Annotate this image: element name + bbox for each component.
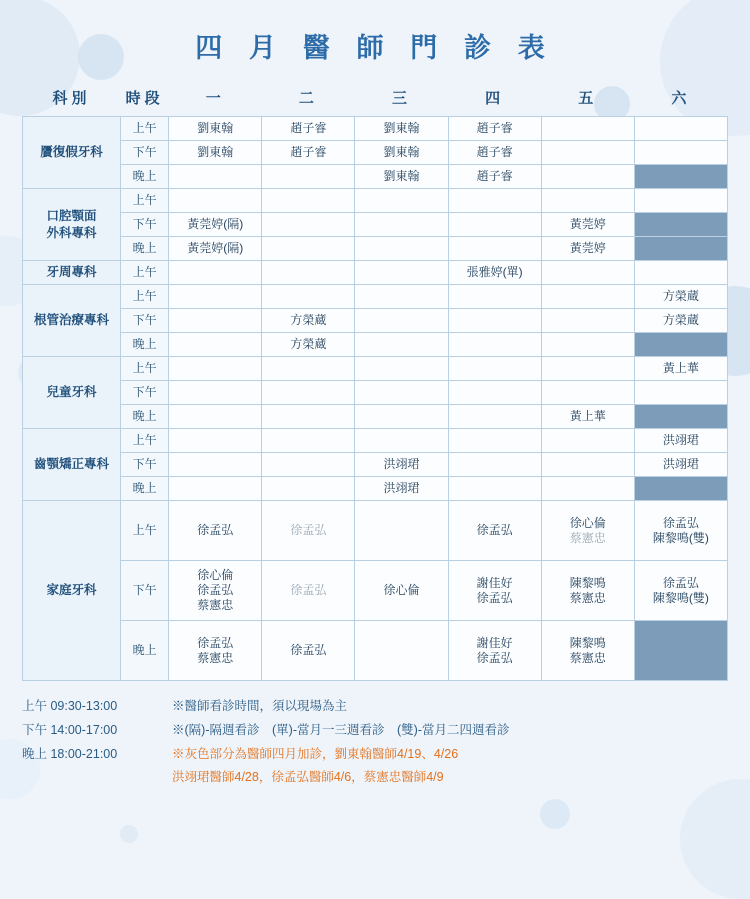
- schedule-cell: [634, 141, 727, 165]
- schedule-cell: [448, 285, 541, 309]
- page-container: [0, 26, 750, 790]
- schedule-cell: 徐心倫 蔡憲忠: [541, 501, 634, 561]
- dept-cell: 兒童牙科: [23, 357, 121, 429]
- schedule-cell: [541, 429, 634, 453]
- schedule-cell: [355, 621, 448, 681]
- note-text-3: ※灰色部分為醫師四月加診，劉東翰醫師4/19、4/26: [172, 746, 459, 761]
- schedule-cell: [355, 213, 448, 237]
- time-cell: 上午: [121, 261, 169, 285]
- schedule-cell: [262, 237, 355, 261]
- schedule-cell: [262, 405, 355, 429]
- schedule-cell: [169, 381, 262, 405]
- schedule-cell: 徐孟弘: [262, 561, 355, 621]
- note-text-4: 洪翊珺醫師4/28，徐孟弘醫師4/6，蔡憲忠醫師4/9: [172, 770, 444, 785]
- schedule-cell: 黃上華: [634, 357, 727, 381]
- schedule-cell: 趙子睿: [448, 165, 541, 189]
- schedule-cell: 劉東翰: [355, 117, 448, 141]
- schedule-cell: [634, 381, 727, 405]
- schedule-cell: [355, 285, 448, 309]
- note-row-1: [22, 695, 728, 719]
- note-text-1: ※醫師看診時間，須以現場為主: [172, 699, 348, 713]
- schedule-cell: 徐孟弘 陳黎鳴(雙): [634, 561, 727, 621]
- schedule-cell: [262, 477, 355, 501]
- schedule-cell: 黃莞婷(隔): [169, 237, 262, 261]
- schedule-cell: [169, 477, 262, 501]
- schedule-cell: [634, 261, 727, 285]
- schedule-cell: [169, 261, 262, 285]
- schedule-cell: [448, 357, 541, 381]
- schedule-cell: [541, 261, 634, 285]
- schedule-cell: 黃莞婷: [541, 213, 634, 237]
- time-cell: 晚上: [121, 333, 169, 357]
- schedule-cell: [262, 453, 355, 477]
- time-cell: 下午: [121, 309, 169, 333]
- schedule-cell: [169, 285, 262, 309]
- table-row: [23, 285, 728, 309]
- schedule-cell: [262, 429, 355, 453]
- time-cell: 上午: [121, 501, 169, 561]
- schedule-cell: 洪翊珺: [355, 453, 448, 477]
- schedule-cell: [262, 381, 355, 405]
- dept-cell: 家庭牙科: [23, 501, 121, 681]
- schedule-cell: [355, 189, 448, 213]
- schedule-cell: [355, 501, 448, 561]
- schedule-cell: [634, 477, 727, 501]
- schedule-cell: [634, 165, 727, 189]
- note-text-2: ※(隔)-隔週看診 (單)-當月一三週看診 (雙)-當月二四週看診: [172, 722, 510, 737]
- schedule-cell: 洪翊珺: [634, 453, 727, 477]
- schedule-cell: [541, 141, 634, 165]
- time-cell: 上午: [121, 429, 169, 453]
- schedule-cell: 方榮蔵: [634, 285, 727, 309]
- schedule-cell: 徐心倫: [355, 561, 448, 621]
- table-row: [23, 165, 728, 189]
- notes-block: [22, 695, 728, 790]
- table-row: [23, 333, 728, 357]
- time-cell: 晚上: [121, 237, 169, 261]
- time-cell: 下午: [121, 453, 169, 477]
- time-cell: 下午: [121, 561, 169, 621]
- schedule-cell: [355, 261, 448, 285]
- schedule-cell: 徐孟弘: [448, 501, 541, 561]
- note-row-3: [22, 743, 728, 767]
- schedule-cell: [355, 237, 448, 261]
- dept-cell: 口腔顎面 外科專科: [23, 189, 121, 261]
- time-cell: 晚上: [121, 477, 169, 501]
- page-title: 四 月 醫 師 門 診 表: [195, 33, 555, 63]
- schedule-cell: 陳黎鳴 蔡憲忠: [541, 561, 634, 621]
- time-cell: 晚上: [121, 621, 169, 681]
- table-row: [23, 429, 728, 453]
- table-row: [23, 561, 728, 621]
- table-row: [23, 309, 728, 333]
- schedule-cell: [355, 381, 448, 405]
- schedule-cell: [448, 333, 541, 357]
- schedule-cell: [169, 333, 262, 357]
- schedule-cell: [634, 333, 727, 357]
- schedule-cell: 徐孟弘: [169, 501, 262, 561]
- schedule-cell: [355, 357, 448, 381]
- schedule-cell: 徐孟弘 陳黎鳴(雙): [634, 501, 727, 561]
- schedule-cell: 劉東翰: [355, 165, 448, 189]
- schedule-cell: 洪翊珺: [355, 477, 448, 501]
- schedule-cell: 黃上華: [541, 405, 634, 429]
- schedule-cell: [262, 213, 355, 237]
- schedule-cell: [355, 309, 448, 333]
- time-cell: 下午: [121, 213, 169, 237]
- schedule-table: [22, 83, 728, 681]
- note-time-evening: 晚上 18:00-21:00: [22, 746, 118, 761]
- schedule-cell: 趙子睿: [262, 141, 355, 165]
- header-wed: 三: [391, 91, 411, 107]
- dept-cell: 牙周專科: [23, 261, 121, 285]
- table-row: [23, 357, 728, 381]
- schedule-cell: [262, 285, 355, 309]
- schedule-cell: [541, 477, 634, 501]
- table-row: [23, 477, 728, 501]
- table-header-row: [23, 83, 728, 117]
- table-row: [23, 141, 728, 165]
- schedule-cell: [448, 237, 541, 261]
- schedule-cell: 劉東翰: [169, 117, 262, 141]
- schedule-cell: 方榮蔵: [262, 333, 355, 357]
- schedule-cell: [448, 453, 541, 477]
- schedule-cell: 謝佳好 徐孟弘: [448, 621, 541, 681]
- header-dept: 科別: [52, 91, 91, 107]
- schedule-cell: 方榮蔵: [262, 309, 355, 333]
- schedule-cell: 劉東翰: [169, 141, 262, 165]
- schedule-cell: [541, 189, 634, 213]
- schedule-cell: [541, 165, 634, 189]
- schedule-cell: 黃莞婷(隔): [169, 213, 262, 237]
- schedule-cell: 徐孟弘: [262, 501, 355, 561]
- schedule-cell: 洪翊珺: [634, 429, 727, 453]
- schedule-cell: [634, 405, 727, 429]
- schedule-cell: [169, 357, 262, 381]
- time-cell: 上午: [121, 357, 169, 381]
- dept-cell: 齒顎矯正專科: [23, 429, 121, 501]
- schedule-cell: [169, 453, 262, 477]
- schedule-cell: [541, 381, 634, 405]
- table-row: [23, 621, 728, 681]
- table-row: [23, 213, 728, 237]
- schedule-cell: [541, 309, 634, 333]
- schedule-cell: 劉東翰: [355, 141, 448, 165]
- schedule-cell: [634, 189, 727, 213]
- schedule-cell: [634, 117, 727, 141]
- schedule-cell: [634, 213, 727, 237]
- time-cell: 晚上: [121, 405, 169, 429]
- dept-cell: 贗復假牙科: [23, 117, 121, 189]
- schedule-cell: [448, 309, 541, 333]
- schedule-cell: [541, 453, 634, 477]
- time-cell: 上午: [121, 189, 169, 213]
- schedule-cell: [448, 213, 541, 237]
- table-row: [23, 189, 728, 213]
- schedule-cell: [541, 333, 634, 357]
- schedule-cell: [541, 285, 634, 309]
- schedule-cell: [448, 429, 541, 453]
- schedule-cell: [169, 429, 262, 453]
- table-row: [23, 237, 728, 261]
- schedule-cell: [634, 621, 727, 681]
- schedule-cell: [169, 405, 262, 429]
- schedule-cell-sub: 蔡憲忠: [569, 530, 606, 545]
- dept-cell: 根管治療專科: [23, 285, 121, 357]
- schedule-cell: [634, 237, 727, 261]
- schedule-cell: 趙子睿: [262, 117, 355, 141]
- schedule-cell: 謝佳好 徐孟弘: [448, 561, 541, 621]
- schedule-cell: 徐孟弘: [262, 621, 355, 681]
- schedule-cell: [169, 189, 262, 213]
- schedule-cell: [355, 405, 448, 429]
- schedule-cell: [262, 189, 355, 213]
- schedule-cell: [448, 477, 541, 501]
- header-time: 時段: [125, 91, 164, 107]
- note-time-morning: 上午 09:30-13:00: [22, 699, 118, 713]
- schedule-cell: 方榮蔵: [634, 309, 727, 333]
- schedule-cell: 徐心倫 徐孟弘 蔡憲忠: [169, 561, 262, 621]
- table-row: [23, 261, 728, 285]
- schedule-cell: 黃莞婷: [541, 237, 634, 261]
- note-time-afternoon: 下午 14:00-17:00: [22, 722, 118, 737]
- schedule-cell: [448, 405, 541, 429]
- schedule-cell: [355, 429, 448, 453]
- time-cell: 下午: [121, 141, 169, 165]
- header-sat: 六: [671, 91, 691, 107]
- schedule-cell: [262, 165, 355, 189]
- note-row-4: [22, 766, 728, 790]
- schedule-cell: [169, 165, 262, 189]
- table-row: [23, 405, 728, 429]
- schedule-cell: 趙子睿: [448, 117, 541, 141]
- table-row: [23, 117, 728, 141]
- schedule-cell: 趙子睿: [448, 141, 541, 165]
- header-fri: 五: [578, 91, 598, 107]
- note-row-2: [22, 719, 728, 743]
- time-cell: 上午: [121, 117, 169, 141]
- time-cell: 下午: [121, 381, 169, 405]
- schedule-cell: [262, 261, 355, 285]
- header-mon: 一: [205, 91, 225, 107]
- table-row: [23, 381, 728, 405]
- header-tue: 二: [298, 91, 318, 107]
- table-row: [23, 453, 728, 477]
- table-row: [23, 501, 728, 561]
- header-thu: 四: [485, 91, 505, 107]
- schedule-cell: [169, 309, 262, 333]
- time-cell: 上午: [121, 285, 169, 309]
- schedule-cell: [262, 357, 355, 381]
- schedule-cell: 陳黎鳴 蔡憲忠: [541, 621, 634, 681]
- schedule-cell: [448, 381, 541, 405]
- schedule-cell: [355, 333, 448, 357]
- schedule-cell: 張雅婷(單): [448, 261, 541, 285]
- time-cell: 晚上: [121, 165, 169, 189]
- schedule-cell: [448, 189, 541, 213]
- schedule-cell: [541, 357, 634, 381]
- schedule-cell: [541, 117, 634, 141]
- schedule-cell: 徐孟弘 蔡憲忠: [169, 621, 262, 681]
